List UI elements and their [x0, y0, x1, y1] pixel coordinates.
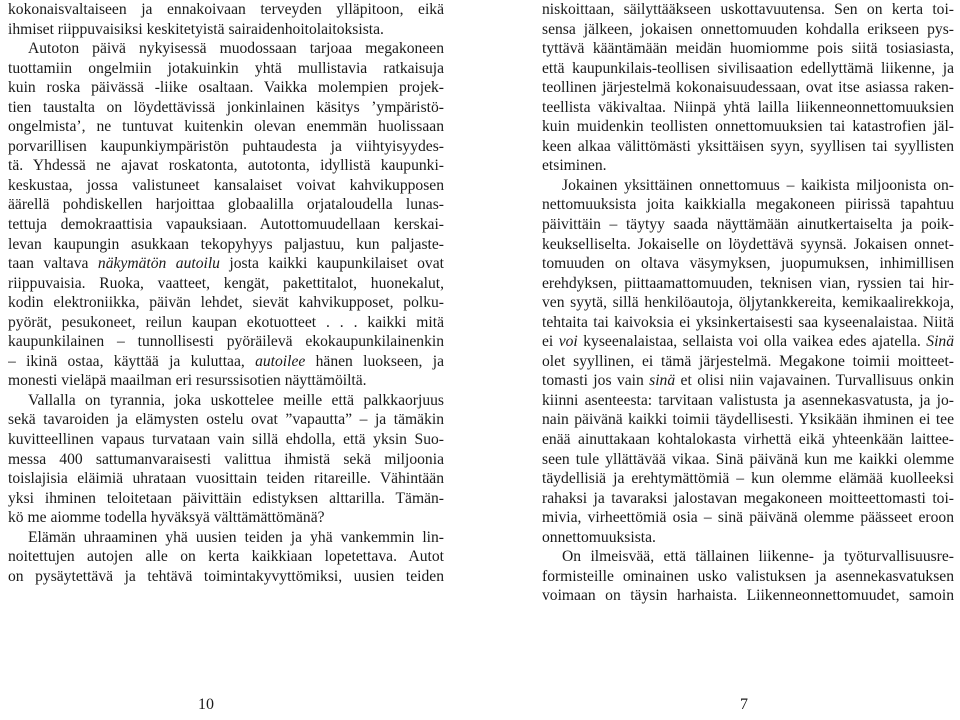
- text-line: täydellisiä ja erehtymättömiä – kun olemme elämää kuolleeksi: [542, 470, 954, 488]
- text-line: levan kaupungin asukkaan tekopyhyys paljastuu, kun paljaste-: [8, 235, 444, 253]
- text-line: formisteille ominainen usko valistuksen ja asennekasvatuksen: [542, 567, 954, 585]
- text-line: niskoittaan, säilyttääkseen uskottavuutensa. Sen on kerta toi-: [542, 1, 954, 18]
- text-line: keen alkaa välittömästi yksittäisen syyn, syyllisen tai syyllisten: [542, 137, 954, 155]
- text-line: kodin elektroniikka, päivän lehdet, sievät kahvikupposet, polku-: [8, 294, 444, 312]
- text-line: porvarillisen kaupunkiympäristön puhtaudesta ja viihtyisyydes-: [8, 137, 444, 155]
- text-line: Autoton päivä nykyisessä muodossaan tarjoaa megakoneen: [28, 40, 444, 58]
- text-line: nain päivänä kaikki toimii täydellisesti. Yksikään ihminen ei tee: [542, 411, 954, 429]
- text-line: sekä tavaroiden ja elämysten ostelu ovat ”vapautta” – ja tämäkin: [8, 411, 444, 429]
- text-line: onnettomuuksista.: [542, 528, 656, 546]
- left-page-text: [8, 0, 444, 690]
- text-line: pyörät, pesukoneet, reilun kaupan ekotuotteet . . . kaikki mitä: [8, 313, 444, 331]
- text-line: tettuja demokraattisia vapauksiaan. Autottomuudellaan kerskai-: [8, 216, 444, 234]
- text-line: kö me aiomme todella hyväksyä välttämättömänä?: [8, 509, 325, 527]
- text-line: Vallalla on tyrannia, joka uskottelee meille että palkkaorjuus: [28, 391, 444, 409]
- text-line: – ikinä ostaa, käyttää ja kuluttaa, autoilee hänen luokseen, ja: [8, 352, 444, 370]
- right-page-number: 7: [740, 696, 748, 713]
- text-line: Elämän uhraaminen yhä uusien teiden ja yhä vankemmin lin-: [28, 528, 444, 546]
- text-line: keukselliselta. Jokaiselle on löydettävä syynsä. Jokaisen onnet-: [542, 235, 954, 253]
- text-line: päivittäin – täytyy saada näyttämään ainutkertaiselta ja poik-: [542, 216, 954, 234]
- text-line: ven syytä, sillä henkilöautoja, öljytankkereita, kemikaalirekkoja,: [542, 294, 954, 312]
- text-line: on pysäytettävä ja tehtävä toimintakyvyttömiksi, uusien teiden: [8, 567, 444, 585]
- text-line: että kaupunkilais-teollisen sivilisaation edellyttämä liikenne, ja: [542, 59, 954, 77]
- text-line: tomasti jos vain sinä et olisi niin vajavainen. Turvallisuus onkin: [542, 372, 954, 390]
- text-line: kokonaisvaltaiseen ja ennakoivaan terveyden ylläpitoon, eikä: [8, 1, 444, 18]
- text-line: enää ainuttakaan kohtalokasta virhettä eikä yhteenkään laittee-: [542, 431, 954, 449]
- left-page-number: 10: [198, 696, 214, 713]
- text-line: sensa jälkeen, jokaisen onnettomuuden kohdalla erikseen pys-: [542, 20, 954, 38]
- text-line: rahaksi ja tavaraksi jalostavan megakoneen moitteettomasti toi-: [542, 489, 954, 507]
- text-line: olet syyllinen, ei tämä järjestelmä. Megakone toimii moitteet-: [542, 352, 954, 370]
- text-line: tä. Yhdessä ne ajavat roskatonta, autotonta, idyllistä kaupunki-: [8, 157, 444, 175]
- right-page-text: [542, 0, 954, 690]
- text-line: messa 400 sattumanvaraisesti valittua ihmistä sekä miljoonia: [8, 450, 444, 468]
- text-line: seen tule yllättävää vikaa. Sinä päivänä kun me kaikki olemme: [542, 450, 954, 468]
- text-line: nettomuuksista joita kaikkialla megakoneen piirissä tapahtuu: [542, 196, 954, 214]
- text-line: riippuvaisia. Ruoka, vaatteet, kengät, pakettitalot, huonekalut,: [8, 274, 444, 292]
- text-line: erehdyksen, piittaamattomuuden, teknisen vian, ryssien tai hir-: [542, 274, 954, 292]
- text-line: ongelmista’, ne tuntuvat kuitenkin olevan enemmän huolissaan: [8, 118, 444, 136]
- text-line: tyttävä kääntämään meidän huomiomme pois siitä tosiasiasta,: [542, 40, 954, 58]
- text-line: toislajisia eläimiä uhrataan vuosittain teiden ritareille. Vähintään: [8, 470, 444, 488]
- text-line: Jokainen yksittäinen onnettomuus – kaikista miljoonista on-: [562, 176, 954, 194]
- text-line: teellista väkivaltaa. Niinpä yhtä lailla liikenneonnettomuuksien: [542, 98, 954, 116]
- text-line: taan valtava näkymätön autoilu josta kaikki kaupunkilaiset ovat: [8, 255, 444, 273]
- text-line: ihmiset riippuvaisiksi keskitetyistä sairaidenhoitolaitoksista.: [8, 20, 384, 38]
- text-line: äärellä pohdiskellen harjoittaa globaalilla orjataloudella lunas-: [8, 196, 444, 214]
- text-line: kuvitteellinen vapaus turvataan vain sillä ehdolla, että yksin Suo-: [8, 431, 444, 449]
- text-line: etsiminen.: [542, 157, 607, 175]
- text-line: tomuuden on oltava väsymyksen, juopumuksen, inhimillisen: [542, 255, 954, 273]
- text-line: ei voi kyseenalaistaa, sellaista voi olla vaikea edes ajatella. Sinä: [542, 333, 954, 351]
- text-line: teollinen järjestelmä kokonaisuudessaan, ovat itse asiassa raken-: [542, 79, 954, 97]
- text-line: kuin roska päivässä -liike osaltaan. Vaikka molempien projek-: [8, 79, 444, 97]
- text-line: tuottamiin ongelmiin jotakuinkin yhtä mullistavia ratkaisuja: [8, 59, 444, 77]
- text-line: tehtaita tai kaivoksia ei yksinkertaisesti saa kyseenalaistaa. Niitä: [542, 313, 954, 331]
- text-line: kuin muidenkin teollisten onnettomuuksien tai katastrofien jäl-: [542, 118, 954, 136]
- text-line: kaupunkilainen – tunnollisesti pyöräilevä ekokaupunkilainenkin: [8, 333, 444, 351]
- text-line: voimaan on täysin harhaista. Liikenneonnettomuudet, samoin: [542, 587, 954, 605]
- text-line: kiinni asenteesta: tarvitaan valistusta ja asennekasvatusta, ja jo-: [542, 391, 954, 409]
- text-line: keskustaa, jossa valistuneet kansalaiset voivat kahvikupposen: [8, 176, 444, 194]
- text-line: tien taustalta on löydettävissä jonkinlainen käsitys ’ympäristö-: [8, 98, 444, 116]
- text-line: monesti vieläpä maailman eri resurssisotien näyttämöiltä.: [8, 372, 367, 390]
- text-line: yksi ihminen teloitetaan päivittäin edistyksen alttarilla. Tämän-: [8, 489, 444, 507]
- text-line: noitettujen autojen alle on kerta kaikkiaan lopetettava. Autot: [8, 548, 444, 566]
- text-line: On ilmeisvää, että tällainen liikenne- ja työturvallisuusre-: [562, 548, 954, 566]
- text-line: mivia, virheettömiä osia – sinä päivänä olemme päässeet eroon: [542, 509, 954, 527]
